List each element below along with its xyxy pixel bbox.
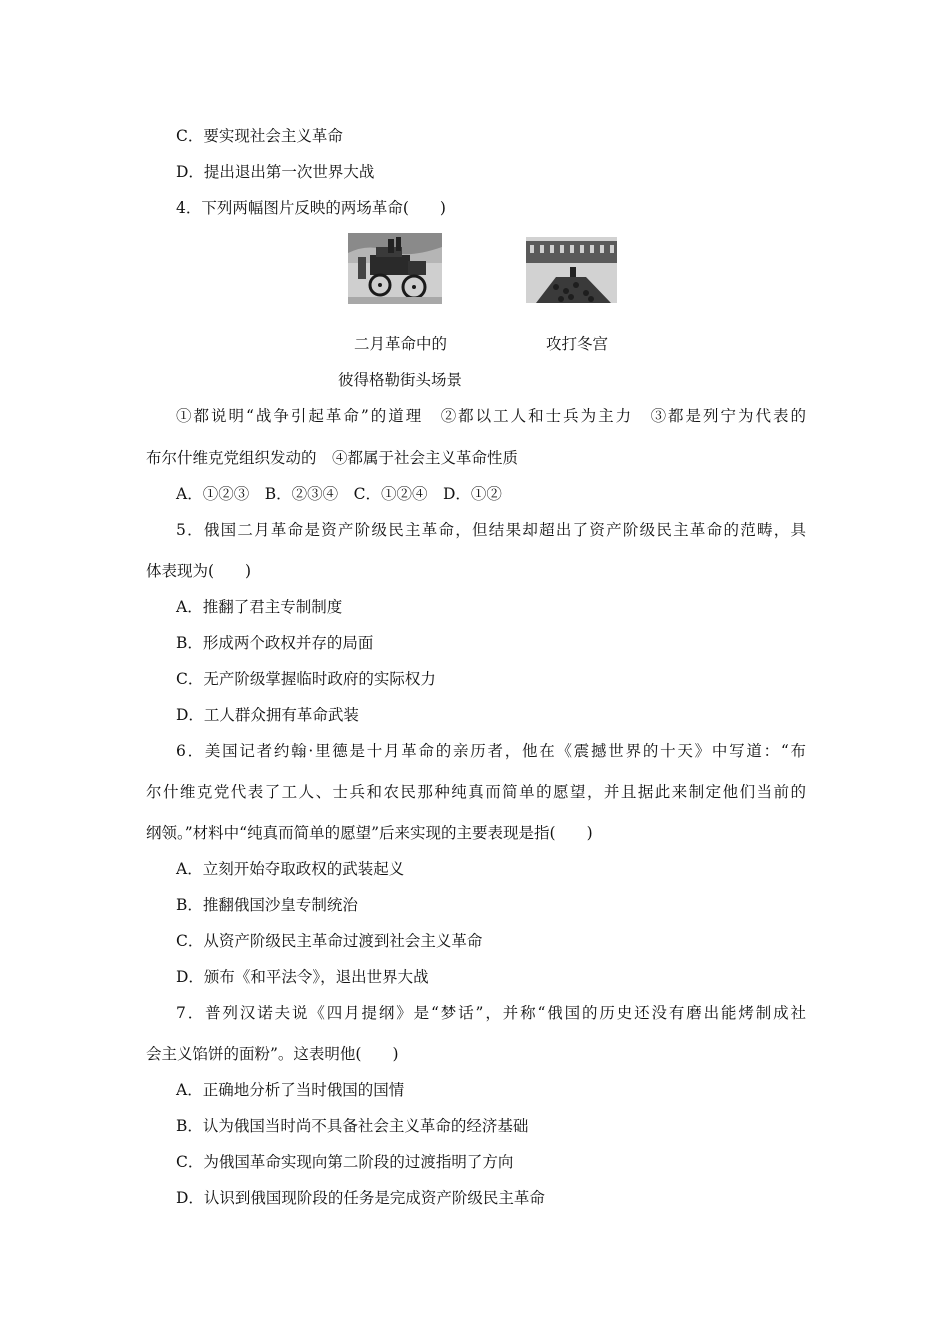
q6-option-c: C．从资产阶级民主革命过渡到社会主义革命 <box>176 932 483 950</box>
q7-option-c: C．为俄国革命实现向第二阶段的过渡指明了方向 <box>176 1153 514 1171</box>
street-scene-image <box>348 233 442 304</box>
winter-palace-photo <box>526 237 617 303</box>
q3-option-d: D．提出退出第一次世界大战 <box>176 163 375 181</box>
q5-option-c: C．无产阶级掌握临时政府的实际权力 <box>176 670 436 688</box>
q5-option-a: A．推翻了君主专制制度 <box>176 598 343 616</box>
february-revolution-photo <box>348 233 442 304</box>
q7-option-a: A．正确地分析了当时俄国的国情 <box>176 1081 405 1099</box>
q6-stem-line2: 尔什维克党代表了工人、士兵和农民那种纯真而简单的愿望，并且据此来制定他们当前的 <box>146 783 806 801</box>
q4-statements-line1: ①都说明“战争引起革命”的道理 ②都以工人和士兵为主力 ③都是列宁为代表的 <box>176 407 806 425</box>
winter-palace-image <box>526 237 617 303</box>
q6-option-b: B．推翻俄国沙皇专制统治 <box>176 896 358 914</box>
q4-stem: 4．下列两幅图片反映的两场革命( ) <box>176 199 446 217</box>
q7-stem-line1: 7．普列汉诺夫说《四月提纲》是“梦话”，并称“俄国的历史还没有磨出能烤制成社 <box>176 1004 806 1022</box>
q5-option-d: D．工人群众拥有革命武装 <box>176 706 359 724</box>
q4-statements-line2: 布尔什维克党组织发动的 ④都属于社会主义革命性质 <box>146 449 519 467</box>
q6-stem-line3: 纲领。”材料中“纯真而简单的愿望”后来实现的主要表现是指( ) <box>146 824 593 842</box>
q5-stem-line1: 5．俄国二月革命是资产阶级民主革命，但结果却超出了资产阶级民主革命的范畴，具 <box>176 521 806 539</box>
q5-option-b: B．形成两个政权并存的局面 <box>176 634 374 652</box>
q7-stem-line2: 会主义馅饼的面粉”。这表明他( ) <box>146 1045 399 1063</box>
q3-option-c: C．要实现社会主义革命 <box>176 127 343 145</box>
q6-stem-line1: 6．美国记者约翰·里德是十月革命的亲历者，他在《震撼世界的十天》中写道：“布 <box>176 742 806 760</box>
q6-option-a: A．立刻开始夺取政权的武装起义 <box>176 860 405 878</box>
photo2-caption: 攻打冬宫 <box>546 335 609 353</box>
q7-option-b: B．认为俄国当时尚不具备社会主义革命的经济基础 <box>176 1117 529 1135</box>
q7-option-d: D．认识到俄国现阶段的任务是完成资产阶级民主革命 <box>176 1189 545 1207</box>
photo1-caption-line2: 彼得格勒街头场景 <box>338 371 463 389</box>
q4-options: A．①②③ B．②③④ C．①②④ D．①② <box>176 485 502 503</box>
photo1-caption-line1: 二月革命中的 <box>354 335 448 353</box>
q5-stem-line2: 体表现为( ) <box>146 562 252 580</box>
q6-option-d: D．颁布《和平法令》，退出世界大战 <box>176 968 429 986</box>
